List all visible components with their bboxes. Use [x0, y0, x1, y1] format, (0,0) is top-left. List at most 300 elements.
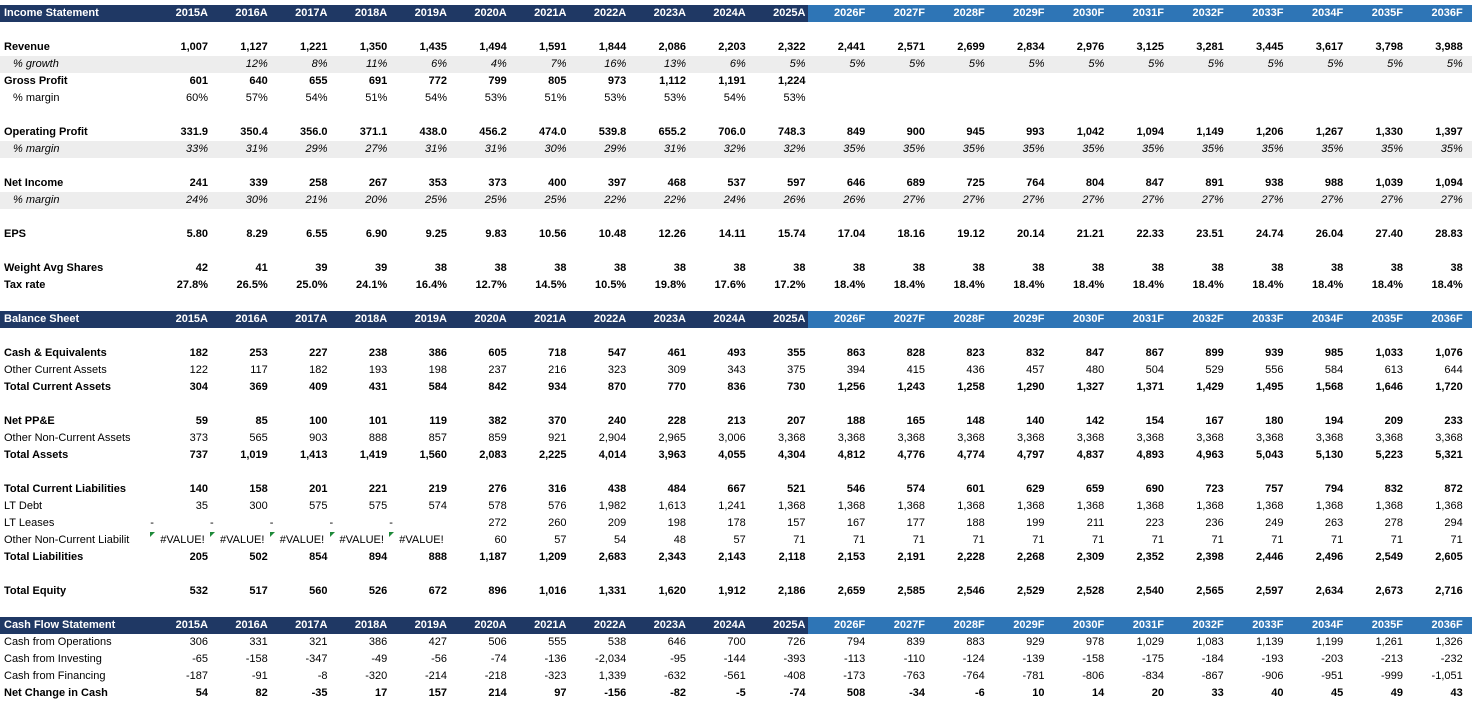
table-cell[interactable]: 117: [250, 364, 268, 376]
table-cell[interactable]: 1,613: [658, 500, 686, 512]
table-cell[interactable]: 27%: [1022, 194, 1045, 206]
table-cell[interactable]: 4,963: [1196, 449, 1224, 461]
year-header-cell[interactable]: 2022A: [593, 7, 627, 19]
table-cell[interactable]: 529: [1205, 364, 1224, 376]
table-cell[interactable]: 25%: [424, 194, 447, 206]
table-cell[interactable]: 655: [309, 75, 328, 87]
table-cell[interactable]: -834: [1141, 670, 1164, 682]
table-cell[interactable]: 1,042: [1076, 126, 1105, 138]
table-cell[interactable]: [1286, 73, 1346, 90]
table-cell[interactable]: [987, 73, 1047, 90]
table-cell[interactable]: 22.33: [1136, 228, 1164, 240]
table-cell[interactable]: [1345, 73, 1405, 90]
table-cell[interactable]: 300: [249, 500, 268, 512]
table-cell[interactable]: 100: [309, 415, 328, 427]
table-cell[interactable]: 38: [1450, 262, 1463, 274]
table-cell[interactable]: 154: [1145, 415, 1164, 427]
table-cell[interactable]: 456.2: [479, 126, 507, 138]
table-cell[interactable]: 772: [428, 75, 447, 87]
table-cell[interactable]: 823: [966, 347, 985, 359]
table-cell[interactable]: 48: [673, 534, 686, 546]
table-cell[interactable]: 828: [906, 347, 925, 359]
table-cell[interactable]: 438: [607, 483, 627, 495]
row-label[interactable]: Cash from Financing: [4, 670, 106, 682]
table-cell[interactable]: -124: [962, 653, 985, 665]
table-cell[interactable]: 1,368: [1076, 500, 1105, 512]
table-cell[interactable]: 5%: [1088, 58, 1105, 70]
table-cell[interactable]: 71: [1390, 534, 1403, 546]
table-cell[interactable]: 794: [846, 636, 866, 648]
table-cell[interactable]: 25%: [544, 194, 567, 206]
table-cell[interactable]: 38: [494, 262, 507, 274]
table-cell[interactable]: 597: [787, 177, 806, 189]
table-cell[interactable]: 526: [368, 585, 388, 597]
row-label[interactable]: Tax rate: [4, 279, 46, 291]
table-cell[interactable]: -193: [1261, 653, 1284, 665]
row-label[interactable]: Total Current Liabilities: [4, 483, 127, 495]
table-cell[interactable]: 427: [428, 636, 447, 648]
table-cell[interactable]: 2,965: [658, 432, 686, 444]
table-cell[interactable]: 832: [1384, 483, 1403, 495]
table-cell[interactable]: 3,368: [1435, 432, 1463, 444]
table-cell[interactable]: 2,225: [538, 449, 567, 461]
table-cell[interactable]: 29%: [604, 143, 627, 155]
table-cell[interactable]: -156: [604, 687, 627, 699]
table-cell[interactable]: [808, 73, 868, 90]
table-cell[interactable]: 182: [309, 364, 328, 376]
table-cell[interactable]: 51%: [365, 92, 388, 104]
table-cell[interactable]: 2,585: [897, 585, 925, 597]
table-cell[interactable]: 1,199: [1315, 636, 1344, 648]
table-cell[interactable]: -74: [789, 687, 806, 699]
table-cell[interactable]: 1,568: [1315, 381, 1344, 393]
table-cell[interactable]: -175: [1141, 653, 1164, 665]
table-cell[interactable]: 1,243: [897, 381, 925, 393]
table-cell[interactable]: [987, 90, 1047, 107]
table-cell[interactable]: 53%: [604, 92, 627, 104]
table-cell[interactable]: 929: [1026, 636, 1045, 648]
table-cell[interactable]: 438.0: [419, 126, 447, 138]
table-cell[interactable]: 1,149: [1196, 126, 1224, 138]
table-cell[interactable]: 870: [607, 381, 627, 393]
table-cell[interactable]: 659: [1085, 483, 1105, 495]
table-cell[interactable]: 938: [1265, 177, 1284, 189]
table-cell[interactable]: 1,646: [1375, 381, 1403, 393]
table-cell[interactable]: 20: [1151, 687, 1164, 699]
table-cell[interactable]: -2,034: [595, 653, 627, 665]
table-cell[interactable]: 198: [428, 364, 447, 376]
table-cell[interactable]: 584: [428, 381, 447, 393]
table-cell[interactable]: 973: [607, 75, 627, 87]
table-cell[interactable]: 227: [309, 347, 328, 359]
table-cell[interactable]: [808, 90, 868, 107]
table-cell[interactable]: 985: [1324, 347, 1344, 359]
table-cell[interactable]: 10.5%: [595, 279, 627, 291]
table-cell[interactable]: 260: [548, 517, 567, 529]
table-cell[interactable]: 53%: [484, 92, 507, 104]
table-cell[interactable]: -763: [902, 670, 925, 682]
table-cell[interactable]: 556: [1265, 364, 1284, 376]
table-cell[interactable]: 11%: [366, 58, 388, 70]
table-cell[interactable]: 1,419: [359, 449, 388, 461]
year-header-cell[interactable]: 2029F: [987, 311, 1047, 328]
year-header-cell[interactable]: 2036F: [1405, 5, 1465, 22]
table-cell[interactable]: 267: [368, 177, 388, 189]
table-cell[interactable]: 8%: [311, 58, 328, 70]
table-cell[interactable]: 493: [727, 347, 746, 359]
row-label[interactable]: Net Income: [4, 177, 64, 189]
table-cell[interactable]: 872: [1444, 483, 1463, 495]
table-cell[interactable]: 3,368: [1375, 432, 1403, 444]
table-cell[interactable]: -34: [909, 687, 925, 699]
table-cell[interactable]: 4,774: [957, 449, 985, 461]
table-cell[interactable]: 3,617: [1315, 41, 1344, 53]
year-header-cell[interactable]: 2031F: [1106, 5, 1166, 22]
table-cell[interactable]: 888: [368, 432, 388, 444]
table-cell[interactable]: 17.6%: [714, 279, 746, 291]
table-cell[interactable]: 18.4%: [1252, 279, 1284, 291]
table-cell[interactable]: 38: [1151, 262, 1164, 274]
table-cell[interactable]: -764: [962, 670, 985, 682]
table-cell[interactable]: -139: [1022, 653, 1045, 665]
table-cell[interactable]: 1,039: [1375, 177, 1403, 189]
year-header-cell[interactable]: 2016A: [235, 619, 268, 631]
table-cell[interactable]: 1,620: [658, 585, 686, 597]
table-cell[interactable]: -: [269, 517, 274, 529]
row-label[interactable]: Gross Profit: [4, 75, 68, 87]
table-cell[interactable]: 10.48: [598, 228, 627, 240]
table-cell[interactable]: -74: [490, 653, 507, 665]
table-cell[interactable]: [1405, 90, 1465, 107]
table-cell[interactable]: 5%: [849, 58, 866, 70]
table-cell[interactable]: 1,209: [538, 551, 567, 563]
year-header-cell[interactable]: 2024A: [713, 619, 746, 631]
table-cell[interactable]: 350.4: [240, 126, 268, 138]
table-cell[interactable]: 27%: [962, 194, 985, 206]
table-cell[interactable]: 2,976: [1076, 41, 1105, 53]
table-cell[interactable]: 3,368: [777, 432, 806, 444]
table-cell[interactable]: 921: [548, 432, 567, 444]
table-cell[interactable]: 30%: [544, 143, 567, 155]
table-cell[interactable]: 27%: [1141, 194, 1164, 206]
row-label[interactable]: LT Debt: [4, 500, 43, 512]
section-title[interactable]: Cash Flow Statement: [4, 619, 116, 631]
table-cell[interactable]: [867, 73, 927, 90]
section-title[interactable]: Balance Sheet: [4, 313, 80, 325]
table-cell[interactable]: 71: [793, 534, 806, 546]
table-cell[interactable]: 842: [488, 381, 507, 393]
row-label[interactable]: Total Current Assets: [4, 381, 111, 393]
table-cell[interactable]: 18.4%: [953, 279, 985, 291]
year-header-cell[interactable]: 2026F: [808, 5, 868, 22]
table-cell[interactable]: 537: [727, 177, 746, 189]
table-cell[interactable]: 60%: [185, 92, 208, 104]
table-cell[interactable]: -95: [670, 653, 686, 665]
table-cell[interactable]: [1286, 90, 1346, 107]
table-cell[interactable]: 119: [429, 415, 447, 427]
table-cell[interactable]: 903: [309, 432, 328, 444]
table-cell[interactable]: 32%: [783, 143, 806, 155]
table-cell[interactable]: 71: [972, 534, 985, 546]
table-cell[interactable]: 576: [548, 500, 567, 512]
table-cell[interactable]: 370: [548, 415, 567, 427]
table-cell[interactable]: 294: [1444, 517, 1463, 529]
year-header-cell[interactable]: 2023A: [653, 313, 686, 325]
row-label[interactable]: Cash & Equivalents: [4, 347, 107, 359]
table-cell[interactable]: -173: [843, 670, 866, 682]
table-cell[interactable]: 221: [368, 483, 388, 495]
table-cell[interactable]: 415: [906, 364, 925, 376]
row-label[interactable]: LT Leases: [4, 517, 55, 529]
table-cell[interactable]: 369: [249, 381, 268, 393]
table-cell[interactable]: 54%: [305, 92, 328, 104]
table-cell[interactable]: 1,258: [957, 381, 985, 393]
table-cell[interactable]: 188: [966, 517, 985, 529]
year-header-cell[interactable]: 2030F: [1047, 311, 1107, 328]
table-cell[interactable]: 2,441: [837, 41, 866, 53]
table-cell[interactable]: 504: [1145, 364, 1164, 376]
year-header-cell[interactable]: 2015A: [175, 313, 208, 325]
table-cell[interactable]: -806: [1082, 670, 1105, 682]
table-cell[interactable]: 10: [1032, 687, 1045, 699]
table-cell[interactable]: 38: [1331, 262, 1344, 274]
table-cell[interactable]: 2,228: [957, 551, 985, 563]
table-cell[interactable]: 182: [189, 347, 208, 359]
table-cell[interactable]: 854: [309, 551, 328, 563]
table-cell[interactable]: 193: [368, 364, 388, 376]
row-label[interactable]: EPS: [4, 228, 27, 240]
table-cell[interactable]: 188: [846, 415, 866, 427]
table-cell[interactable]: 331: [249, 636, 268, 648]
table-cell[interactable]: 394: [846, 364, 866, 376]
table-cell[interactable]: [1047, 90, 1107, 107]
table-cell[interactable]: 386: [368, 636, 388, 648]
table-cell[interactable]: 31%: [484, 143, 507, 155]
table-cell[interactable]: 934: [548, 381, 567, 393]
table-cell[interactable]: 304: [189, 381, 208, 393]
table-cell[interactable]: -158: [1082, 653, 1105, 665]
table-cell[interactable]: 51%: [544, 92, 567, 104]
year-header-cell[interactable]: 2029F: [987, 617, 1047, 634]
table-cell[interactable]: 700: [727, 636, 746, 648]
table-cell[interactable]: [1345, 90, 1405, 107]
table-cell[interactable]: 27.40: [1375, 228, 1403, 240]
table-cell[interactable]: 331.9: [180, 126, 208, 138]
table-cell[interactable]: 804: [1085, 177, 1105, 189]
table-cell[interactable]: 2,565: [1196, 585, 1224, 597]
table-cell[interactable]: [210, 532, 270, 549]
table-cell[interactable]: 33%: [185, 143, 208, 155]
table-cell[interactable]: 1,330: [1375, 126, 1403, 138]
table-cell[interactable]: 1,290: [1016, 381, 1045, 393]
table-cell[interactable]: 672: [428, 585, 447, 597]
table-cell[interactable]: 194: [1324, 415, 1344, 427]
table-cell[interactable]: 38: [1271, 262, 1284, 274]
table-cell[interactable]: 847: [1085, 347, 1105, 359]
table-cell[interactable]: 4,812: [837, 449, 866, 461]
row-label[interactable]: Cash from Operations: [4, 636, 112, 648]
table-cell[interactable]: [270, 532, 330, 549]
table-cell[interactable]: 502: [249, 551, 268, 563]
table-cell[interactable]: 546: [846, 483, 866, 495]
table-cell[interactable]: 1,368: [837, 500, 866, 512]
table-cell[interactable]: 3,368: [837, 432, 866, 444]
table-cell[interactable]: 214: [488, 687, 507, 699]
table-cell[interactable]: 867: [1145, 347, 1164, 359]
table-cell[interactable]: 517: [249, 585, 268, 597]
table-cell[interactable]: [867, 90, 927, 107]
table-cell[interactable]: 4,776: [897, 449, 925, 461]
table-cell[interactable]: 883: [966, 636, 985, 648]
table-cell[interactable]: 18.4%: [834, 279, 866, 291]
table-cell[interactable]: 2,352: [1136, 551, 1164, 563]
table-cell[interactable]: 21.21: [1076, 228, 1105, 240]
table-cell[interactable]: 35%: [1440, 143, 1463, 155]
table-cell[interactable]: [330, 532, 390, 549]
row-label[interactable]: Other Current Assets: [4, 364, 107, 376]
table-cell[interactable]: 258: [309, 177, 328, 189]
table-cell[interactable]: 42: [195, 262, 208, 274]
table-cell[interactable]: 14.11: [718, 228, 746, 240]
table-cell[interactable]: 142: [1085, 415, 1105, 427]
table-cell[interactable]: 2,699: [957, 41, 985, 53]
table-cell[interactable]: 57: [554, 534, 567, 546]
table-cell[interactable]: 1,560: [419, 449, 447, 461]
table-cell[interactable]: 309: [667, 364, 686, 376]
table-cell[interactable]: 35%: [1321, 143, 1344, 155]
year-header-cell[interactable]: 2020A: [474, 313, 507, 325]
table-cell[interactable]: 157: [787, 517, 806, 529]
table-cell[interactable]: -203: [1321, 653, 1344, 665]
year-header-cell[interactable]: 2032F: [1166, 617, 1226, 634]
table-cell[interactable]: 41: [255, 262, 268, 274]
table-cell[interactable]: [927, 90, 987, 107]
table-cell[interactable]: 474.0: [538, 126, 567, 138]
table-cell[interactable]: 6%: [729, 58, 746, 70]
table-cell[interactable]: 26.04: [1315, 228, 1344, 240]
table-cell[interactable]: -323: [544, 670, 567, 682]
table-cell[interactable]: 2,191: [897, 551, 925, 563]
table-cell[interactable]: 29%: [305, 143, 328, 155]
table-cell[interactable]: 1,083: [1196, 636, 1224, 648]
table-cell[interactable]: 207: [787, 415, 806, 427]
table-cell[interactable]: 574: [428, 500, 447, 512]
table-cell[interactable]: 1,267: [1315, 126, 1344, 138]
table-cell[interactable]: 1,912: [718, 585, 746, 597]
table-cell[interactable]: 1,094: [1136, 126, 1164, 138]
table-cell[interactable]: 276: [488, 483, 507, 495]
table-cell[interactable]: 1,261: [1375, 636, 1403, 648]
table-cell[interactable]: 353: [428, 177, 447, 189]
table-cell[interactable]: 201: [309, 483, 328, 495]
table-cell[interactable]: -6: [974, 687, 985, 699]
table-cell[interactable]: 228: [667, 415, 686, 427]
table-cell[interactable]: 2,268: [1016, 551, 1045, 563]
table-cell[interactable]: 2,597: [1255, 585, 1284, 597]
table-cell[interactable]: 764: [1026, 177, 1045, 189]
table-cell[interactable]: 263: [1324, 517, 1344, 529]
table-cell[interactable]: 17: [375, 687, 388, 699]
table-cell[interactable]: 28.83: [1435, 228, 1463, 240]
table-cell[interactable]: 1,206: [1255, 126, 1284, 138]
table-cell[interactable]: 18.4%: [893, 279, 925, 291]
table-cell[interactable]: 122: [189, 364, 208, 376]
table-cell[interactable]: 5,223: [1375, 449, 1403, 461]
year-header-cell[interactable]: 2030F: [1047, 5, 1107, 22]
row-label[interactable]: Net Change in Cash: [4, 687, 108, 699]
table-cell[interactable]: 14.5%: [535, 279, 567, 291]
table-cell[interactable]: 584: [1324, 364, 1344, 376]
table-cell[interactable]: 646: [846, 177, 866, 189]
table-cell[interactable]: 71: [1271, 534, 1284, 546]
row-label[interactable]: Cash from Investing: [4, 653, 102, 665]
table-cell[interactable]: 1,429: [1196, 381, 1224, 393]
table-cell[interactable]: 1,339: [598, 670, 627, 682]
year-header-cell[interactable]: 2024A: [713, 7, 746, 19]
table-cell[interactable]: 219: [428, 483, 447, 495]
table-cell[interactable]: 27%: [902, 194, 925, 206]
table-cell[interactable]: 2,322: [777, 41, 806, 53]
table-cell[interactable]: 26%: [783, 194, 806, 206]
table-cell[interactable]: 605: [488, 347, 507, 359]
table-cell[interactable]: -35: [311, 687, 328, 699]
table-cell[interactable]: 532: [189, 585, 208, 597]
table-cell[interactable]: 49: [1390, 687, 1403, 699]
table-cell[interactable]: 805: [548, 75, 567, 87]
year-header-cell[interactable]: 2027F: [867, 617, 927, 634]
table-cell[interactable]: [1226, 73, 1286, 90]
table-cell[interactable]: 1,368: [777, 500, 806, 512]
year-header-cell[interactable]: 2021A: [534, 7, 567, 19]
table-cell[interactable]: -82: [670, 687, 686, 699]
table-cell[interactable]: 371.1: [359, 126, 388, 138]
table-cell[interactable]: 31%: [424, 143, 447, 155]
year-header-cell[interactable]: 2021A: [534, 619, 567, 631]
year-header-cell[interactable]: 2021A: [534, 313, 567, 325]
table-cell[interactable]: 1,094: [1435, 177, 1463, 189]
table-cell[interactable]: 18.4%: [1431, 279, 1463, 291]
year-header-cell[interactable]: 2025A: [773, 7, 806, 19]
table-cell[interactable]: 9.83: [485, 228, 507, 240]
table-cell[interactable]: 725: [966, 177, 985, 189]
table-cell[interactable]: -232: [1440, 653, 1463, 665]
table-cell[interactable]: 12.7%: [475, 279, 507, 291]
table-cell[interactable]: 891: [1205, 177, 1224, 189]
table-cell[interactable]: 71: [1151, 534, 1164, 546]
row-label[interactable]: Other Non-Current Liabilit: [4, 534, 130, 546]
table-cell[interactable]: 3,963: [658, 449, 686, 461]
table-cell[interactable]: 216: [548, 364, 567, 376]
table-cell[interactable]: 896: [488, 585, 507, 597]
table-cell[interactable]: 4,014: [598, 449, 627, 461]
table-cell[interactable]: 71: [1032, 534, 1045, 546]
table-cell[interactable]: 177: [906, 517, 925, 529]
table-cell[interactable]: 321: [309, 636, 328, 648]
table-cell[interactable]: 2,309: [1076, 551, 1105, 563]
row-label[interactable]: Total Liabilities: [4, 551, 84, 563]
table-cell[interactable]: 3,368: [1255, 432, 1284, 444]
table-cell[interactable]: 38: [972, 262, 985, 274]
table-cell[interactable]: [1166, 90, 1226, 107]
table-cell[interactable]: 1,368: [1136, 500, 1164, 512]
table-cell[interactable]: 40: [1271, 687, 1284, 699]
year-header-cell[interactable]: 2019A: [414, 7, 447, 19]
table-cell[interactable]: 4,837: [1076, 449, 1105, 461]
year-header-cell[interactable]: 2020A: [474, 7, 507, 19]
table-cell[interactable]: 2,683: [598, 551, 627, 563]
table-cell[interactable]: 1,139: [1255, 636, 1284, 648]
year-header-cell[interactable]: 2031F: [1106, 617, 1166, 634]
